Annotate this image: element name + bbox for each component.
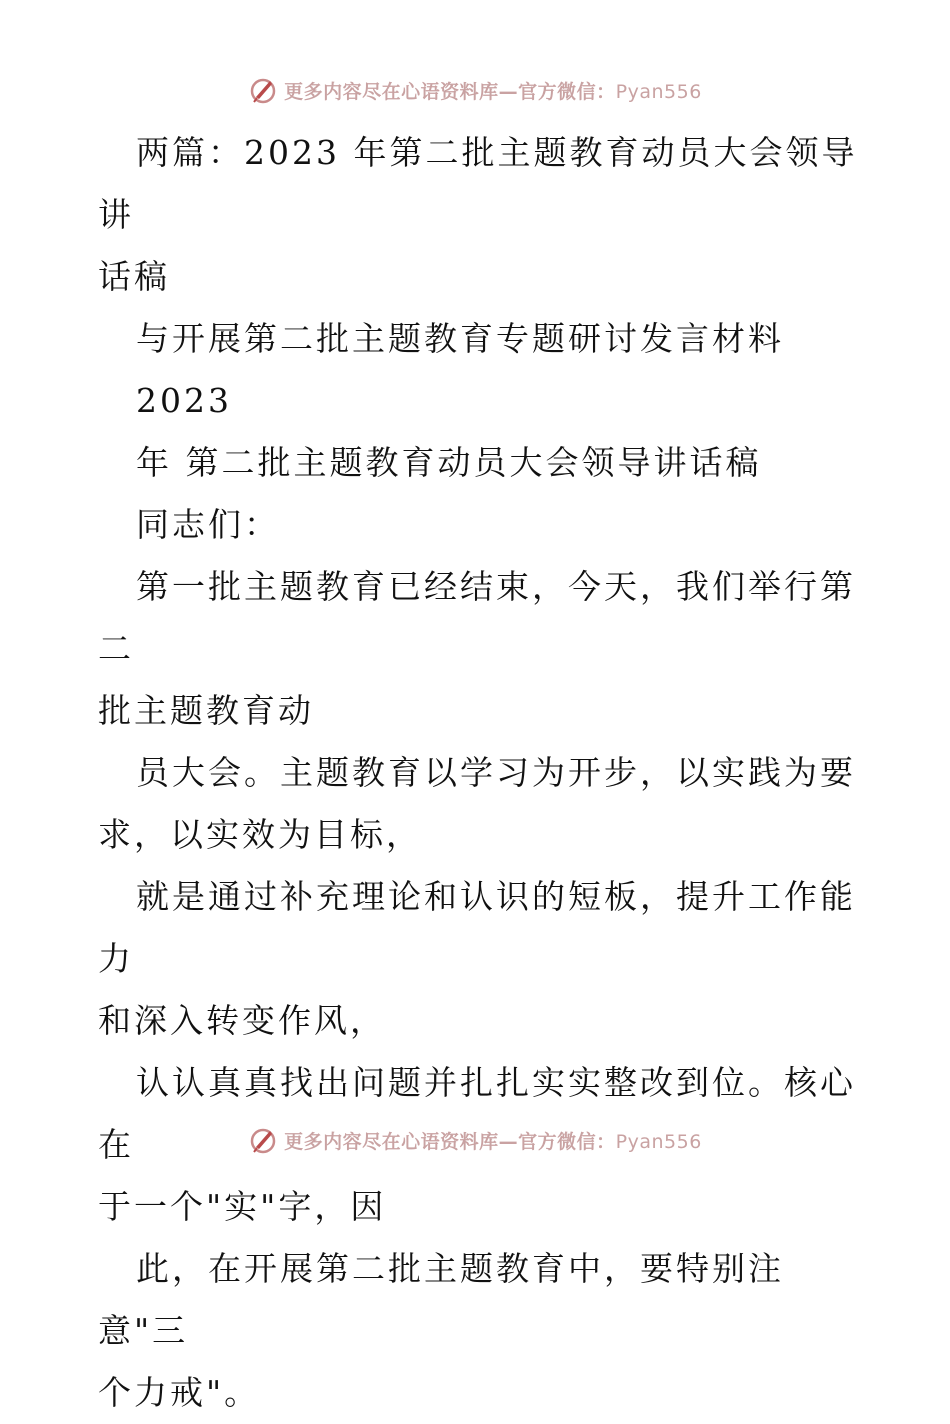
title-line-1: 两篇：2023 年第二批主题教育动员大会领导讲 bbox=[98, 133, 858, 234]
body-line-10: 个力戒"。 bbox=[98, 1373, 261, 1412]
document-body bbox=[98, 122, 858, 1424]
salutation-line: 同志们： bbox=[136, 505, 280, 544]
body-line-7: 认认真真找出问题并扎扎实实整改到位。核心在 bbox=[98, 1063, 856, 1164]
watermark-label: 更多内容尽在心语资料库—官方微信： bbox=[284, 80, 616, 103]
body-line-3: 员大会。主题教育以学习为开步，以实践为要 bbox=[136, 753, 856, 792]
quill-logo-icon bbox=[248, 75, 278, 105]
footer-watermark bbox=[0, 1120, 950, 1160]
year-line: 2023 bbox=[136, 381, 232, 420]
quill-logo-icon bbox=[248, 1125, 278, 1155]
body-line-1: 第一批主题教育已经结束，今天，我们举行第二 bbox=[98, 567, 856, 668]
watermark-id: Pyan556 bbox=[615, 80, 702, 103]
watermark-label: 更多内容尽在心语资料库—官方微信： bbox=[284, 1130, 616, 1153]
body-line-4: 求，以实效为目标， bbox=[98, 815, 422, 854]
body-line-9: 此，在开展第二批主题教育中，要特别注意"三 bbox=[98, 1249, 784, 1350]
header-watermark bbox=[0, 70, 950, 110]
speech-title-line: 年 第二批主题教育动员大会领导讲话稿 bbox=[136, 443, 762, 482]
body-line-8: 于一个"实"字，因 bbox=[98, 1187, 387, 1226]
watermark-id: Pyan556 bbox=[615, 1130, 702, 1153]
body-line-6: 和深入转变作风， bbox=[98, 1001, 386, 1040]
title-line-2: 话稿 bbox=[98, 257, 170, 296]
body-line-2: 批主题教育动 bbox=[98, 691, 314, 730]
subtitle-line: 与开展第二批主题教育专题研讨发言材料 bbox=[136, 319, 784, 358]
watermark-text bbox=[284, 77, 702, 104]
watermark-text bbox=[284, 1127, 702, 1154]
body-line-5: 就是通过补充理论和认识的短板，提升工作能力 bbox=[98, 877, 856, 978]
